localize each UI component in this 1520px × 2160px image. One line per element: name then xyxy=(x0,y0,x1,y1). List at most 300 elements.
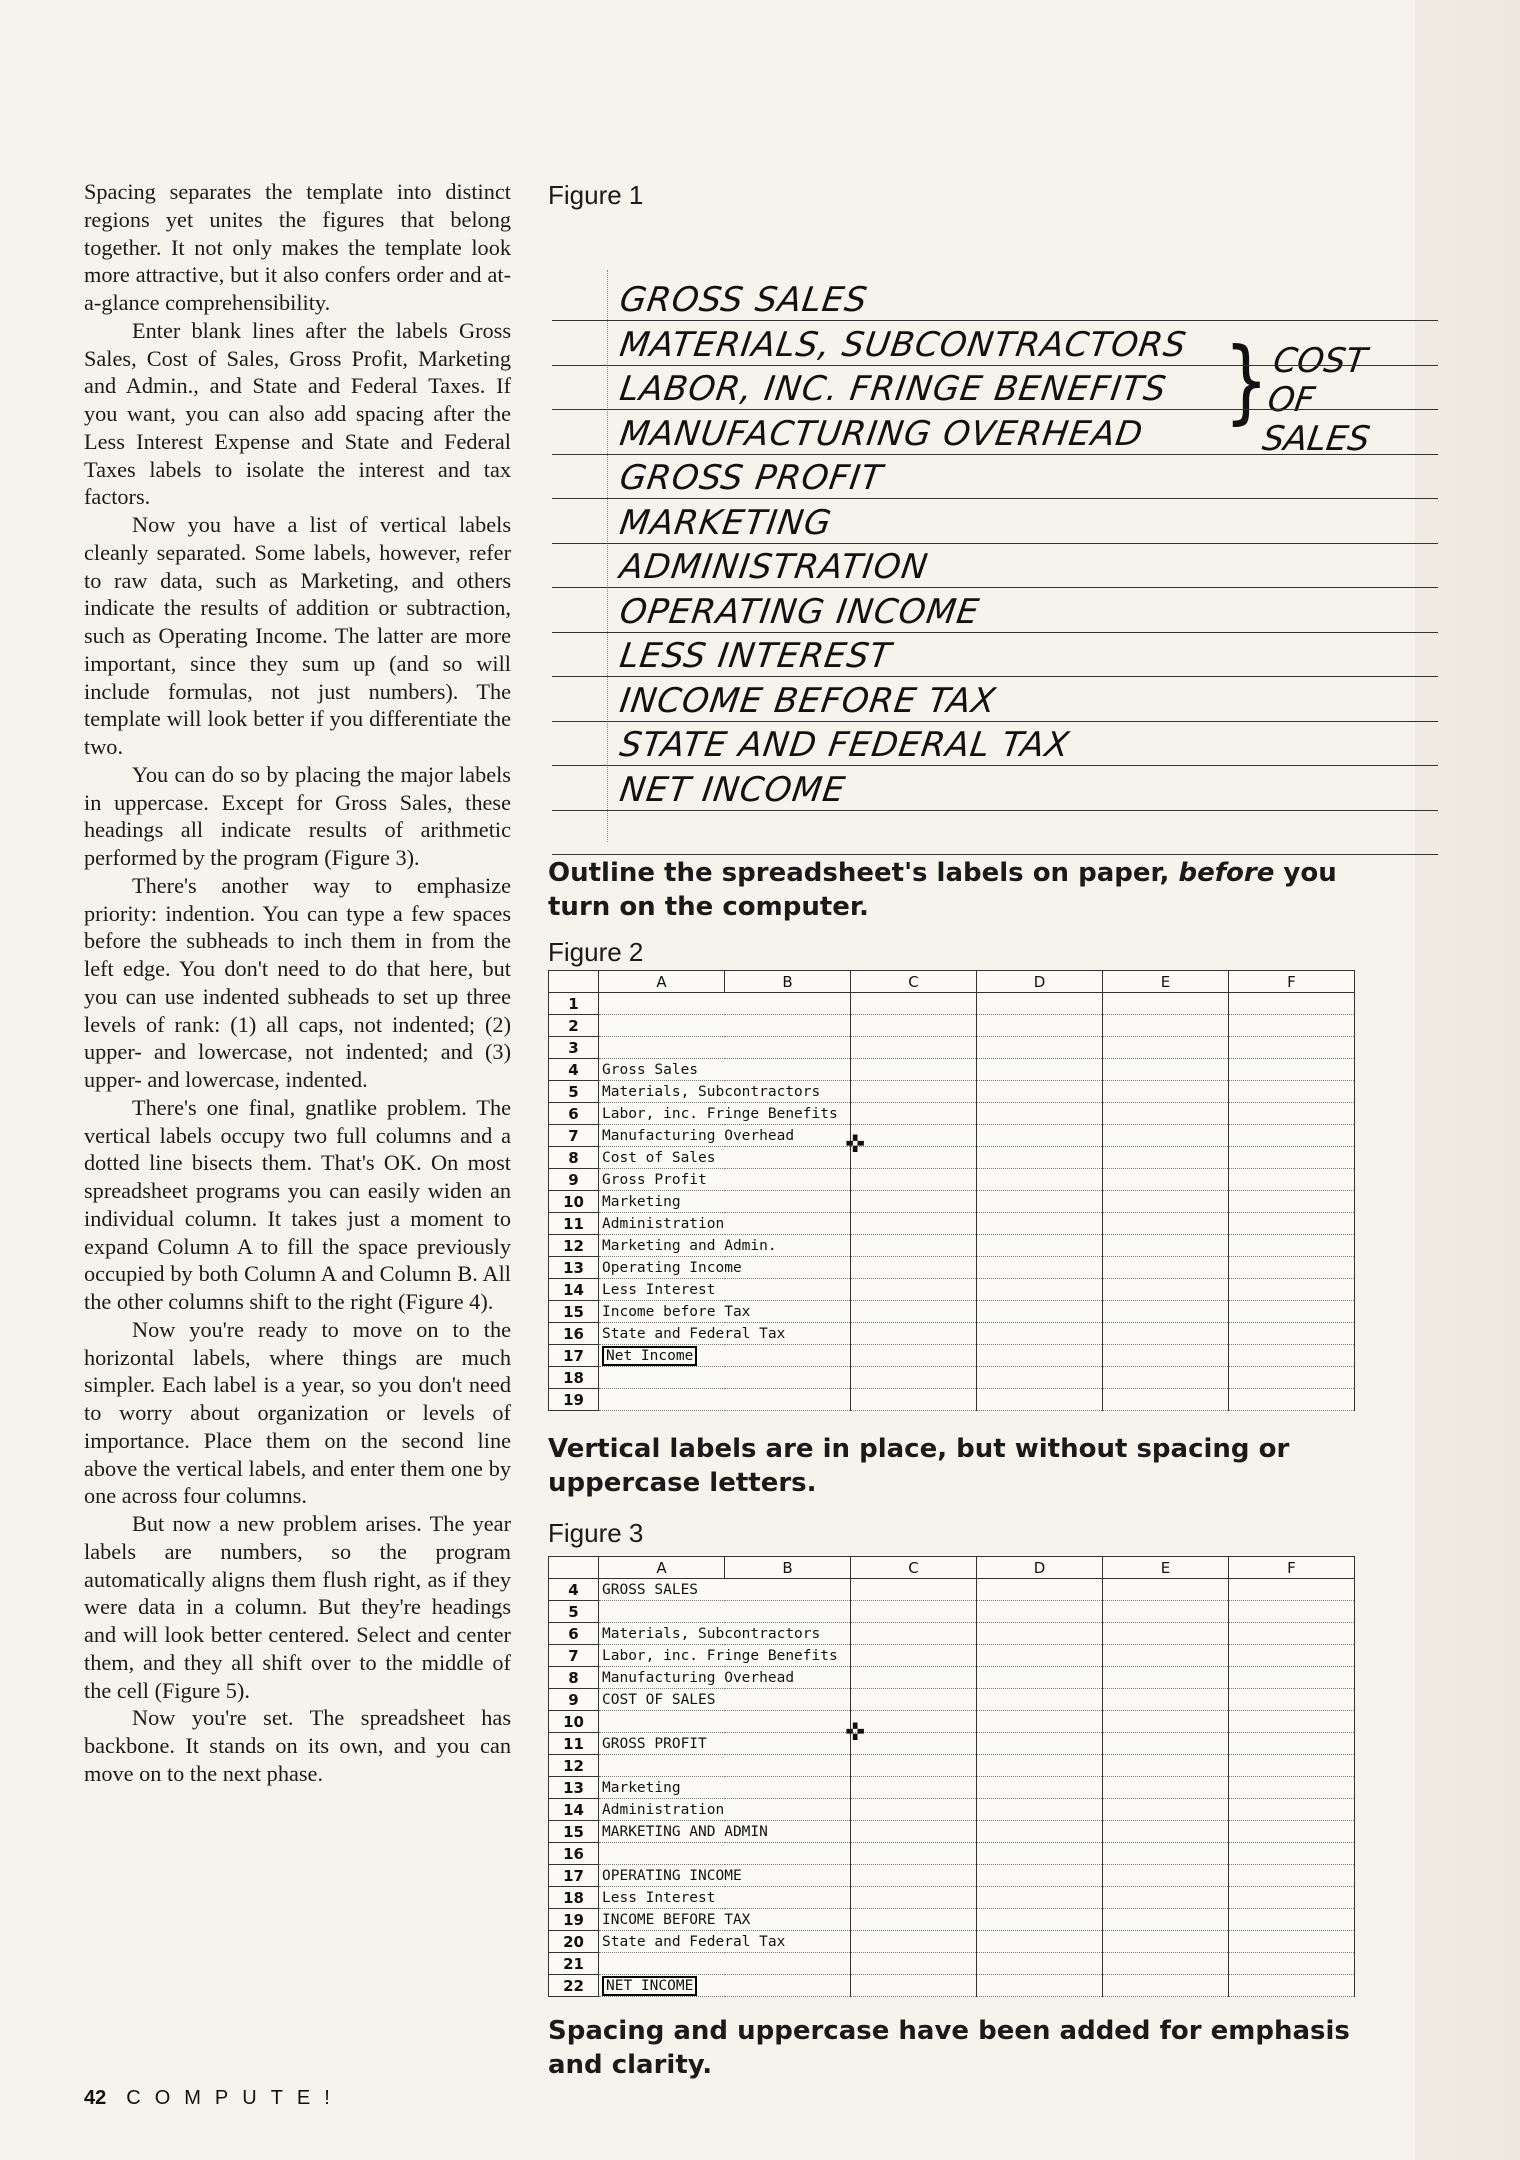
cell[interactable] xyxy=(1103,1323,1229,1345)
table-row xyxy=(549,993,1355,1015)
row-number[interactable]: 19 xyxy=(549,1389,599,1411)
cell[interactable] xyxy=(851,1345,977,1367)
cell[interactable] xyxy=(977,1931,1103,1953)
row-number[interactable]: 20 xyxy=(549,1931,599,1953)
cell[interactable] xyxy=(851,1623,977,1645)
cell-a[interactable] xyxy=(599,1301,851,1323)
cell[interactable] xyxy=(851,1147,977,1169)
cell[interactable] xyxy=(851,1279,977,1301)
cell-a[interactable] xyxy=(599,1279,851,1301)
cell-label: MARKETING AND ADMIN xyxy=(602,1823,768,1840)
cell[interactable] xyxy=(1103,1711,1229,1733)
table-row xyxy=(549,1623,1355,1645)
cell-a[interactable] xyxy=(599,1755,851,1777)
handwritten-label: LABOR, INC. FRINGE BENEFITS xyxy=(617,369,1170,409)
table-row xyxy=(549,1931,1355,1953)
cell[interactable] xyxy=(1103,1667,1229,1689)
cell[interactable] xyxy=(977,1279,1103,1301)
cell[interactable] xyxy=(1103,1865,1229,1887)
cell[interactable] xyxy=(851,1367,977,1389)
cell[interactable] xyxy=(1103,1799,1229,1821)
cell-label: Materials, Subcontractors xyxy=(602,1625,821,1642)
ruled-line xyxy=(552,765,1438,766)
cell[interactable] xyxy=(851,1037,977,1059)
cell[interactable] xyxy=(1103,1821,1229,1843)
paragraph: Enter blank lines after the labels Gross Sales, Cost of Sales, Gross Profit, Marketing and Admin., and State and Federal Taxes. If you want, you can also add spacing after the Less Interest Expense and State and Federal Taxes labels to isolate the interest and tax factors. xyxy=(84,317,511,510)
figure3-spreadsheet xyxy=(548,1556,1355,1997)
cell[interactable] xyxy=(1103,1645,1229,1667)
cell-label: Income before Tax xyxy=(602,1303,751,1320)
cell[interactable] xyxy=(977,1623,1103,1645)
row-number[interactable]: 7 xyxy=(549,1645,599,1667)
cell[interactable] xyxy=(977,1147,1103,1169)
cell-a[interactable] xyxy=(599,1733,851,1755)
cell[interactable] xyxy=(1229,1103,1355,1125)
row-number[interactable]: 14 xyxy=(549,1799,599,1821)
row-number[interactable]: 12 xyxy=(549,1235,599,1257)
table-row xyxy=(549,1279,1355,1301)
column-header[interactable]: C xyxy=(851,971,977,993)
paragraph: Now you're set. The spreadsheet has backbone. It stands on its own, and you can move on to the next phase. xyxy=(84,1705,511,1786)
table-row xyxy=(549,1367,1355,1389)
cell[interactable] xyxy=(1103,1301,1229,1323)
row-number[interactable]: 11 xyxy=(549,1733,599,1755)
cell[interactable] xyxy=(1103,1125,1229,1147)
cell[interactable] xyxy=(851,1843,977,1865)
cell[interactable] xyxy=(1103,1975,1229,1997)
column-header[interactable]: A xyxy=(599,971,725,993)
cell[interactable] xyxy=(851,1975,977,1997)
cell-a[interactable] xyxy=(599,1667,851,1689)
cell[interactable] xyxy=(977,1799,1103,1821)
cell[interactable] xyxy=(977,1081,1103,1103)
cell[interactable] xyxy=(977,1667,1103,1689)
cell-a[interactable] xyxy=(599,993,851,1015)
ruled-line xyxy=(552,854,1438,855)
cell[interactable] xyxy=(1103,1953,1229,1975)
cell[interactable] xyxy=(851,1909,977,1931)
cell[interactable] xyxy=(977,1301,1103,1323)
cell[interactable] xyxy=(1229,1235,1355,1257)
cell[interactable] xyxy=(1229,1689,1355,1711)
paragraph: Now you have a list of vertical labels cleanly separated. Some labels, however, refer to raw data, such as Marketing, and others indicate the results of addition or subtraction, such as Operating Income. The latter are more important, since they sum up (and so will include formulas, not just numbers). The template will look better if you differentiate the two. xyxy=(84,512,511,759)
cell[interactable] xyxy=(1103,1191,1229,1213)
cell[interactable] xyxy=(977,1191,1103,1213)
column-header[interactable]: D xyxy=(977,1557,1103,1579)
cell-a[interactable] xyxy=(599,1059,851,1081)
cell[interactable] xyxy=(1103,1931,1229,1953)
cell[interactable] xyxy=(851,1733,977,1755)
cell[interactable] xyxy=(1229,1213,1355,1235)
row-number[interactable]: 22 xyxy=(549,1975,599,1997)
cell[interactable] xyxy=(851,1689,977,1711)
cell[interactable] xyxy=(977,1345,1103,1367)
cell[interactable] xyxy=(1103,1169,1229,1191)
cell[interactable] xyxy=(1103,1689,1229,1711)
cell[interactable] xyxy=(977,1059,1103,1081)
cell[interactable] xyxy=(1103,1755,1229,1777)
cell-label: Labor, inc. Fringe Benefits xyxy=(602,1105,838,1122)
cell-a[interactable] xyxy=(599,1777,851,1799)
cell[interactable] xyxy=(1229,1059,1355,1081)
table-row xyxy=(549,1125,1355,1147)
cell-a[interactable] xyxy=(599,1367,851,1389)
cell-a[interactable] xyxy=(599,1235,851,1257)
cell-a[interactable] xyxy=(599,1579,851,1601)
cell[interactable] xyxy=(1103,1037,1229,1059)
cell[interactable] xyxy=(977,1169,1103,1191)
cell[interactable] xyxy=(851,1103,977,1125)
cell[interactable] xyxy=(1229,1125,1355,1147)
row-number[interactable]: 12 xyxy=(549,1755,599,1777)
cell[interactable] xyxy=(851,993,977,1015)
table-row xyxy=(549,1103,1355,1125)
cell[interactable] xyxy=(1229,1191,1355,1213)
cell[interactable] xyxy=(1229,1975,1355,1997)
cell[interactable] xyxy=(851,1213,977,1235)
cell[interactable] xyxy=(977,1015,1103,1037)
cell[interactable] xyxy=(977,1953,1103,1975)
row-number[interactable]: 13 xyxy=(549,1257,599,1279)
cell[interactable] xyxy=(1103,1257,1229,1279)
row-number[interactable]: 17 xyxy=(549,1345,599,1367)
cell[interactable] xyxy=(977,1257,1103,1279)
row-number[interactable]: 16 xyxy=(549,1843,599,1865)
cell[interactable] xyxy=(851,1579,977,1601)
cell-a[interactable] xyxy=(599,1931,851,1953)
cell[interactable] xyxy=(1103,1733,1229,1755)
cell[interactable] xyxy=(1229,1601,1355,1623)
cell-a[interactable] xyxy=(599,1103,851,1125)
cell[interactable] xyxy=(851,1953,977,1975)
cell[interactable] xyxy=(1229,1367,1355,1389)
cell-label: Administration xyxy=(602,1801,725,1818)
column-header[interactable]: F xyxy=(1229,1557,1355,1579)
row-number[interactable]: 5 xyxy=(549,1081,599,1103)
cell[interactable] xyxy=(977,1865,1103,1887)
cell[interactable] xyxy=(1103,1367,1229,1389)
cell[interactable] xyxy=(977,1213,1103,1235)
cell-a[interactable] xyxy=(599,1081,851,1103)
cell[interactable] xyxy=(1229,993,1355,1015)
cell[interactable] xyxy=(1229,1623,1355,1645)
cell-a[interactable] xyxy=(599,1953,851,1975)
handwritten-label: GROSS SALES xyxy=(617,280,871,320)
cell[interactable] xyxy=(1103,1843,1229,1865)
brace-icon: } xyxy=(1224,327,1269,435)
ruled-line xyxy=(552,587,1438,588)
cell[interactable] xyxy=(977,1103,1103,1125)
row-number[interactable]: 19 xyxy=(549,1909,599,1931)
cell[interactable] xyxy=(1103,1235,1229,1257)
cell[interactable] xyxy=(1229,1279,1355,1301)
row-number[interactable]: 14 xyxy=(549,1279,599,1301)
row-number[interactable]: 3 xyxy=(549,1037,599,1059)
cell[interactable] xyxy=(977,1601,1103,1623)
row-number[interactable]: 15 xyxy=(549,1301,599,1323)
cell-label: Manufacturing Overhead xyxy=(602,1127,795,1144)
cell[interactable] xyxy=(1229,1147,1355,1169)
cell[interactable] xyxy=(1229,1667,1355,1689)
cost-of-sales-note: COST OF SALES xyxy=(1259,341,1373,460)
cell-a[interactable] xyxy=(599,1147,851,1169)
row-number[interactable]: 5 xyxy=(549,1601,599,1623)
row-number[interactable]: 9 xyxy=(549,1689,599,1711)
cell[interactable] xyxy=(851,1257,977,1279)
cell[interactable] xyxy=(977,1887,1103,1909)
cell-label: Materials, Subcontractors xyxy=(602,1083,821,1100)
cell[interactable] xyxy=(977,1711,1103,1733)
cell[interactable] xyxy=(1103,1909,1229,1931)
table-row xyxy=(549,1777,1355,1799)
row-number[interactable]: 11 xyxy=(549,1213,599,1235)
column-header[interactable]: F xyxy=(1229,971,1355,993)
cell[interactable] xyxy=(977,1645,1103,1667)
cell-label: GROSS SALES xyxy=(602,1581,699,1598)
column-header[interactable]: B xyxy=(725,971,851,993)
table-row xyxy=(549,1799,1355,1821)
cell[interactable] xyxy=(851,1931,977,1953)
column-header[interactable]: A xyxy=(599,1557,725,1579)
row-number[interactable]: 8 xyxy=(549,1147,599,1169)
cell-a[interactable] xyxy=(599,1689,851,1711)
cell[interactable] xyxy=(851,1645,977,1667)
cell[interactable] xyxy=(1229,1323,1355,1345)
cell[interactable] xyxy=(1229,1389,1355,1411)
cell[interactable] xyxy=(977,1843,1103,1865)
cell[interactable] xyxy=(1229,1711,1355,1733)
cell[interactable] xyxy=(1229,1887,1355,1909)
cell[interactable] xyxy=(1229,1733,1355,1755)
column-header[interactable]: D xyxy=(977,971,1103,993)
row-number[interactable]: 15 xyxy=(549,1821,599,1843)
corner-cell[interactable] xyxy=(549,971,599,993)
cell[interactable] xyxy=(851,1821,977,1843)
row-number[interactable]: 18 xyxy=(549,1367,599,1389)
cell[interactable] xyxy=(851,1059,977,1081)
cell[interactable] xyxy=(1229,1579,1355,1601)
figure1-caption: Outline the spreadsheet's labels on paper, before you turn on the computer. xyxy=(548,858,1337,923)
cell[interactable] xyxy=(977,1733,1103,1755)
cell-label: INCOME BEFORE TAX xyxy=(602,1911,751,1928)
row-number[interactable]: 10 xyxy=(549,1711,599,1733)
cell[interactable] xyxy=(977,1125,1103,1147)
cell[interactable] xyxy=(851,1169,977,1191)
column-header[interactable]: B xyxy=(725,1557,851,1579)
magazine-name: COMPUTE! xyxy=(126,2087,344,2109)
cell-label: COST OF SALES xyxy=(602,1691,716,1708)
cell[interactable] xyxy=(851,1865,977,1887)
cell-a[interactable] xyxy=(599,1389,851,1411)
table-row xyxy=(549,1345,1355,1367)
cell-a[interactable] xyxy=(599,1711,851,1733)
cell[interactable] xyxy=(851,1667,977,1689)
cell[interactable] xyxy=(977,1389,1103,1411)
cell[interactable] xyxy=(977,1689,1103,1711)
cell[interactable] xyxy=(977,1037,1103,1059)
cell[interactable] xyxy=(1229,1257,1355,1279)
cell[interactable] xyxy=(1103,1213,1229,1235)
row-number[interactable]: 10 xyxy=(549,1191,599,1213)
paragraph: Spacing separates the template into distinct regions yet unites the figures that belong together. It not only makes the template look more attractive, but it also confers order and at-a-glance comprehensibility. xyxy=(84,179,511,315)
cell[interactable] xyxy=(851,1887,977,1909)
column-header[interactable]: E xyxy=(1103,971,1229,993)
cell-a[interactable] xyxy=(599,1909,851,1931)
cell-label: Gross Profit xyxy=(602,1171,707,1188)
cell[interactable] xyxy=(977,1579,1103,1601)
row-number[interactable]: 7 xyxy=(549,1125,599,1147)
row-number[interactable]: 18 xyxy=(549,1887,599,1909)
row-number[interactable]: 6 xyxy=(549,1103,599,1125)
article-body xyxy=(84,178,511,1788)
cell[interactable] xyxy=(1103,1579,1229,1601)
cell[interactable] xyxy=(1103,1389,1229,1411)
cell[interactable] xyxy=(977,1367,1103,1389)
row-number[interactable]: 13 xyxy=(549,1777,599,1799)
cell[interactable] xyxy=(1229,1799,1355,1821)
page-footer xyxy=(84,2087,344,2110)
cell-a[interactable] xyxy=(599,1865,851,1887)
figure3-label: Figure 3 xyxy=(548,1518,644,1548)
table-row xyxy=(549,1169,1355,1191)
table-row xyxy=(549,1733,1355,1755)
cell[interactable] xyxy=(851,1755,977,1777)
cell-a[interactable] xyxy=(599,1345,851,1367)
cell[interactable] xyxy=(1103,1081,1229,1103)
column-header[interactable]: E xyxy=(1103,1557,1229,1579)
cell[interactable] xyxy=(1229,1645,1355,1667)
row-number[interactable]: 9 xyxy=(549,1169,599,1191)
cell[interactable] xyxy=(977,1975,1103,1997)
table-row xyxy=(549,1081,1355,1103)
handwritten-label: ADMINISTRATION xyxy=(617,547,931,587)
cell-label: Operating Income xyxy=(602,1259,742,1276)
table-row xyxy=(549,1257,1355,1279)
cell[interactable] xyxy=(1103,1059,1229,1081)
cell[interactable] xyxy=(851,1301,977,1323)
row-number[interactable]: 16 xyxy=(549,1323,599,1345)
cell[interactable] xyxy=(977,1755,1103,1777)
paragraph: There's another way to emphasize priority: indention. You can type a few spaces before the subheads to inch them in from the left edge. You don't need to do that here, but you can use indented subheads to set up three levels of rank: (1) all caps, not indented; (2) upper- and lowercase, not indented; and (3) upper- and lowercase, indented. xyxy=(84,872,511,1092)
cell[interactable] xyxy=(1229,1777,1355,1799)
cell[interactable] xyxy=(1229,1301,1355,1323)
cell[interactable] xyxy=(1103,1623,1229,1645)
cell-label: Less Interest xyxy=(602,1281,716,1298)
row-number[interactable]: 4 xyxy=(549,1059,599,1081)
handwritten-label: MANUFACTURING OVERHEAD xyxy=(617,413,1146,454)
cell[interactable] xyxy=(1229,1931,1355,1953)
cell[interactable] xyxy=(1103,1601,1229,1623)
cell-a[interactable] xyxy=(599,1213,851,1235)
cell[interactable] xyxy=(1103,1015,1229,1037)
cell[interactable] xyxy=(1103,993,1229,1015)
cell-a[interactable] xyxy=(599,1975,851,1997)
cell-a[interactable] xyxy=(599,1887,851,1909)
cell[interactable] xyxy=(1229,1909,1355,1931)
cell[interactable] xyxy=(851,1799,977,1821)
cell-a[interactable] xyxy=(599,1125,851,1147)
cell[interactable] xyxy=(977,1235,1103,1257)
cell[interactable] xyxy=(851,1081,977,1103)
cell-a[interactable] xyxy=(599,1037,851,1059)
cell-a[interactable] xyxy=(599,1015,851,1037)
cell[interactable] xyxy=(1103,1887,1229,1909)
row-number[interactable]: 21 xyxy=(549,1953,599,1975)
cell-label: NET INCOME xyxy=(602,1976,697,1996)
cell[interactable] xyxy=(1229,1169,1355,1191)
cell[interactable] xyxy=(851,1711,977,1733)
cell-a[interactable] xyxy=(599,1799,851,1821)
cell[interactable] xyxy=(1229,1843,1355,1865)
row-number[interactable]: 4 xyxy=(549,1579,599,1601)
table-row xyxy=(549,1191,1355,1213)
ruled-line xyxy=(552,498,1438,499)
cell[interactable] xyxy=(851,1235,977,1257)
cell-a[interactable] xyxy=(599,1645,851,1667)
cell[interactable] xyxy=(977,993,1103,1015)
cell[interactable] xyxy=(1229,1081,1355,1103)
cell[interactable] xyxy=(1229,1865,1355,1887)
cell[interactable] xyxy=(1229,1953,1355,1975)
corner-cell[interactable] xyxy=(549,1557,599,1579)
figure2-caption: Vertical labels are in place, but without spacing or uppercase letters. xyxy=(548,1434,1290,1499)
cell[interactable] xyxy=(1103,1103,1229,1125)
cell-a[interactable] xyxy=(599,1191,851,1213)
cell-a[interactable] xyxy=(599,1623,851,1645)
cell[interactable] xyxy=(1103,1147,1229,1169)
row-number[interactable]: 8 xyxy=(549,1667,599,1689)
cell[interactable] xyxy=(851,1601,977,1623)
cell[interactable] xyxy=(851,1777,977,1799)
cell[interactable] xyxy=(977,1821,1103,1843)
row-number[interactable]: 2 xyxy=(549,1015,599,1037)
column-header[interactable]: C xyxy=(851,1557,977,1579)
cell[interactable] xyxy=(1229,1345,1355,1367)
cell[interactable] xyxy=(851,1389,977,1411)
cell[interactable] xyxy=(1103,1345,1229,1367)
cell-a[interactable] xyxy=(599,1601,851,1623)
cell[interactable] xyxy=(1229,1015,1355,1037)
cell-a[interactable] xyxy=(599,1257,851,1279)
cell[interactable] xyxy=(1103,1279,1229,1301)
cell-label: State and Federal Tax xyxy=(602,1325,786,1342)
table-row xyxy=(549,1601,1355,1623)
cell[interactable] xyxy=(1229,1755,1355,1777)
paragraph: There's one final, gnatlike problem. The vertical labels occupy two full columns and a dotted line bisects them. That's OK. On most spreadsheet programs you can easily widen an individual column. It takes just a moment to expand Column A to fill the space previously occupied by both Column A and Column B. All the other columns shift to the right (Figure 4). xyxy=(84,1094,511,1314)
cell-a[interactable] xyxy=(599,1169,851,1191)
cell-a[interactable] xyxy=(599,1323,851,1345)
handwritten-label: MARKETING xyxy=(617,502,835,543)
cell-label: Less Interest xyxy=(602,1889,716,1906)
cell[interactable] xyxy=(977,1323,1103,1345)
cell[interactable] xyxy=(851,1125,977,1147)
row-number[interactable]: 17 xyxy=(549,1865,599,1887)
cell-a[interactable] xyxy=(599,1821,851,1843)
cell-a[interactable] xyxy=(599,1843,851,1865)
cell[interactable] xyxy=(1229,1821,1355,1843)
cell[interactable] xyxy=(977,1777,1103,1799)
cell[interactable] xyxy=(851,1323,977,1345)
cell[interactable] xyxy=(1229,1037,1355,1059)
table-row xyxy=(549,1821,1355,1843)
cell[interactable] xyxy=(1103,1777,1229,1799)
cell[interactable] xyxy=(977,1909,1103,1931)
cell[interactable] xyxy=(851,1191,977,1213)
row-number[interactable]: 6 xyxy=(549,1623,599,1645)
row-number[interactable]: 1 xyxy=(549,993,599,1015)
table-row xyxy=(549,1059,1355,1081)
cell[interactable] xyxy=(851,1015,977,1037)
